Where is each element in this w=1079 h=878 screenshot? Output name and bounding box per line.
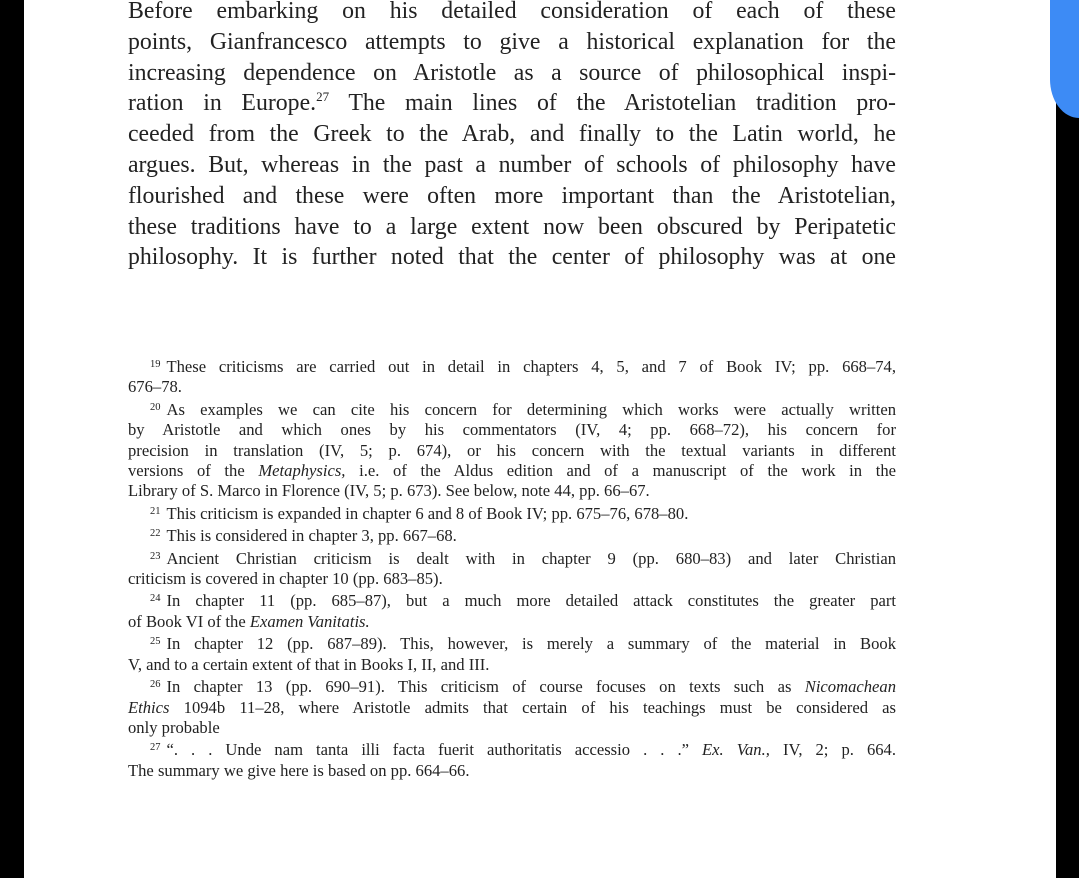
footnote-27 — [128, 738, 896, 760]
footnote-26 — [128, 675, 896, 697]
footnote-text: This criticism is expanded in chapter 6 and 8 of Book IV; pp. 675–76, 678–80. — [166, 503, 689, 523]
footnote-number: 26 — [150, 679, 161, 691]
footnote-24 — [128, 589, 896, 611]
body-line: Before embarking on his detailed consideration of each of these — [128, 0, 896, 24]
body-text-segment: The main lines of the Aristotelian tradition pro- — [329, 90, 896, 117]
footnotes-section — [128, 355, 896, 781]
footnote-19 — [128, 355, 896, 377]
footnote-number: 27 — [150, 742, 161, 754]
footnote-italic: Ex. Van., — [702, 740, 770, 760]
footnote-italic: Metaphysics, — [258, 461, 346, 481]
footnote-line — [128, 461, 896, 481]
body-line: increasing dependence on Aristotle as a source of philosophical inspi- — [128, 59, 896, 86]
footnote-number: 25 — [150, 636, 161, 648]
footnote-ref-27[interactable]: 27 — [316, 89, 330, 105]
footnote-number: 20 — [150, 401, 161, 413]
footnote-text: i.e. of the Aldus edition and of a manuscript of the work in the — [345, 461, 896, 481]
footnote-line: 676–78. — [128, 377, 182, 397]
screen-bezel — [1056, 0, 1079, 878]
body-text-segment: ration in Europe. — [128, 90, 317, 117]
footnote-text: In chapter 11 (pp. 685–87), but a much more detailed attack constitutes the greater part — [166, 591, 896, 611]
footnote-italic: Nicomachean — [804, 677, 896, 697]
footnote-text: As examples we can cite his concern for determining which works were actually written — [166, 399, 896, 419]
footnote-italic: Ethics — [128, 697, 170, 717]
footnote-23 — [128, 547, 896, 569]
edge-panel-handle[interactable] — [1050, 0, 1079, 118]
footnote-italic: Examen Vanitatis. — [249, 611, 370, 631]
main-paragraph — [128, 0, 896, 273]
body-line: flourished and these were often more important than the Aristotelian, — [128, 182, 896, 209]
footnote-line: only probable — [128, 717, 220, 737]
footnote-text: This is considered in chapter 3, pp. 667–68. — [166, 526, 457, 546]
footnote-number: 19 — [150, 359, 161, 370]
footnote-text: of Book VI of the — [128, 611, 250, 631]
footnote-text: IV, 2; p. 664. — [769, 740, 896, 760]
footnote-line: precision in translation (IV, 5; p. 674), or his concern with the textual variants in different — [128, 440, 896, 460]
footnote-22 — [128, 524, 896, 546]
footnote-20 — [128, 398, 896, 420]
footnote-21 — [128, 502, 896, 524]
footnote-text: These criticisms are carried out in detail in chapters 4, 5, and 7 of Book IV; pp. 668–74, — [166, 357, 896, 376]
footnote-text: In chapter 13 (pp. 690–91). This criticism of course focuses on texts such as — [166, 677, 805, 697]
footnote-line: V, and to a certain extent of that in Books I, II, and III. — [128, 654, 490, 674]
body-line: ceeded from the Greek to the Arab, and finally to the Latin world, he — [128, 121, 896, 148]
body-line: these traditions have to a large extent now been obscured by Peripatetic — [128, 213, 896, 240]
footnote-number: 24 — [150, 593, 161, 605]
footnote-text: 1094b 11–28, where Aristotle admits that certain of his teachings must be considered as — [169, 697, 896, 717]
footnote-text: In chapter 12 (pp. 687–89). This, however, is merely a summary of the material in Book — [166, 634, 896, 654]
footnote-25 — [128, 632, 896, 654]
footnote-text: “. . . Unde nam tanta illi facta fuerit authoritatis accessio . . .” — [166, 740, 703, 760]
footnote-text: versions of the — [128, 461, 259, 481]
body-line: points, Gianfrancesco attempts to give a historical explanation for the — [128, 28, 896, 55]
footnote-line: The summary we give here is based on pp. 664–66. — [128, 760, 470, 780]
footnote-text: Ancient Christian criticism is dealt with in chapter 9 (pp. 680–83) and later Christian — [166, 548, 896, 568]
footnote-number: 21 — [150, 505, 161, 517]
body-line — [128, 88, 896, 119]
body-line: philosophy. It is further noted that the center of philosophy was at one — [128, 244, 896, 271]
body-line: argues. But, whereas in the past a number of schools of philosophy have — [128, 151, 896, 178]
footnote-number: 23 — [150, 550, 161, 562]
footnote-line — [128, 612, 896, 632]
footnote-line — [128, 698, 896, 718]
footnote-line: by Aristotle and which ones by his commentators (IV, 4; pp. 668–72), his concern for — [128, 420, 896, 440]
footnote-number: 22 — [150, 528, 161, 540]
footnote-line: Library of S. Marco in Florence (IV, 5; p. 673). See below, note 44, pp. 66–67. — [128, 481, 650, 501]
footnote-line: criticism is covered in chapter 10 (pp. 683–85). — [128, 569, 443, 589]
